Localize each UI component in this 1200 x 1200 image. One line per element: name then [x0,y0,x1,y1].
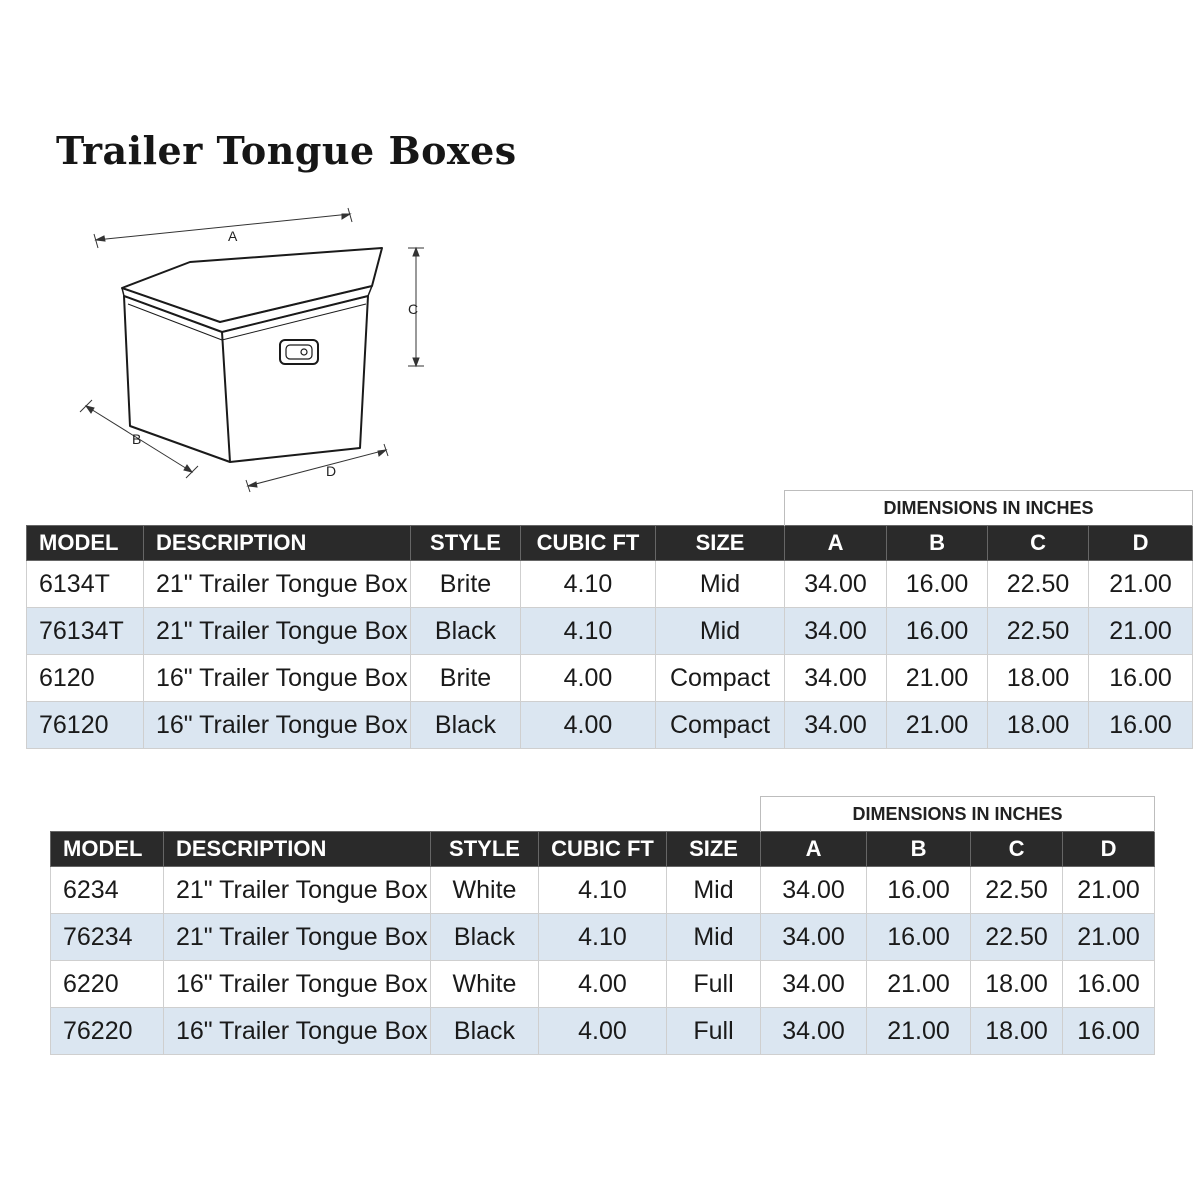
cell-dim-d: 16.00 [1089,655,1193,702]
cell-description: 16" Trailer Tongue Box [164,1008,431,1055]
cell-dim-c: 18.00 [971,961,1063,1008]
column-header-size: SIZE [656,526,785,561]
cell-description: 21" Trailer Tongue Box [164,867,431,914]
dimensions-group-header: DIMENSIONS IN INCHES [761,797,1155,832]
column-header-model: MODEL [51,832,164,867]
cell-dim-b: 21.00 [867,961,971,1008]
latch-icon [280,340,318,364]
cell-model: 6120 [27,655,144,702]
cell-size: Full [667,961,761,1008]
cell-description: 21" Trailer Tongue Box [144,608,411,655]
cell-dim-c: 22.50 [971,867,1063,914]
tongue-box-drawing [70,200,450,500]
column-header-a: A [761,832,867,867]
cell-size: Compact [656,655,785,702]
cell-dim-b: 16.00 [887,608,988,655]
cell-dim-a: 34.00 [761,1008,867,1055]
table-row [51,1008,1155,1055]
table-row [27,608,1193,655]
cell-style: Black [431,1008,539,1055]
spec-table-1 [26,490,1193,749]
cell-dim-b: 16.00 [887,561,988,608]
column-header-b: B [867,832,971,867]
cell-dim-b: 21.00 [887,702,988,749]
cell-dim-d: 21.00 [1089,561,1193,608]
cell-style: Brite [411,561,521,608]
table-row [51,914,1155,961]
cell-dim-d: 21.00 [1063,867,1155,914]
column-header-model: MODEL [27,526,144,561]
cell-size: Mid [667,914,761,961]
cell-dim-d: 16.00 [1089,702,1193,749]
column-header-d: D [1063,832,1155,867]
cell-cubic-ft: 4.10 [539,867,667,914]
cell-dim-b: 16.00 [867,867,971,914]
cell-dim-c: 22.50 [971,914,1063,961]
cell-dim-a: 34.00 [761,961,867,1008]
cell-style: Black [431,914,539,961]
column-header-size: SIZE [667,832,761,867]
cell-cubic-ft: 4.00 [521,655,656,702]
column-header-description: DESCRIPTION [144,526,411,561]
cell-dim-d: 16.00 [1063,961,1155,1008]
cell-dim-a: 34.00 [785,608,887,655]
cell-model: 76234 [51,914,164,961]
table-header-row [27,526,1193,561]
cell-cubic-ft: 4.00 [539,1008,667,1055]
dimension-label-d: D [326,463,337,479]
column-header-c: C [988,526,1089,561]
table-row [51,961,1155,1008]
dimension-label-a: A [228,228,238,244]
cell-style: Black [411,608,521,655]
column-header-style: STYLE [431,832,539,867]
cell-dim-d: 21.00 [1063,914,1155,961]
cell-dim-c: 18.00 [971,1008,1063,1055]
cell-dim-c: 18.00 [988,702,1089,749]
cell-size: Compact [656,702,785,749]
cell-size: Mid [667,867,761,914]
cell-cubic-ft: 4.10 [521,561,656,608]
cell-dim-a: 34.00 [761,867,867,914]
cell-description: 21" Trailer Tongue Box [164,914,431,961]
column-header-c: C [971,832,1063,867]
cell-model: 76220 [51,1008,164,1055]
cell-dim-d: 21.00 [1089,608,1193,655]
cell-dim-c: 22.50 [988,561,1089,608]
table-row [27,655,1193,702]
column-header-description: DESCRIPTION [164,832,431,867]
column-header-cubic-ft: CUBIC FT [539,832,667,867]
cell-cubic-ft: 4.00 [521,702,656,749]
cell-dim-b: 16.00 [867,914,971,961]
column-header-style: STYLE [411,526,521,561]
cell-model: 6134T [27,561,144,608]
cell-dim-b: 21.00 [867,1008,971,1055]
column-header-d: D [1089,526,1193,561]
dimensions-group-header: DIMENSIONS IN INCHES [785,491,1193,526]
cell-model: 76134T [27,608,144,655]
cell-description: 21" Trailer Tongue Box [144,561,411,608]
table-row [27,561,1193,608]
cell-dim-c: 22.50 [988,608,1089,655]
cell-dim-a: 34.00 [761,914,867,961]
spec-table-2 [50,796,1155,1055]
table-header-row [51,832,1155,867]
cell-dim-a: 34.00 [785,655,887,702]
cell-model: 76120 [27,702,144,749]
cell-description: 16" Trailer Tongue Box [144,702,411,749]
cell-model: 6234 [51,867,164,914]
cell-dim-c: 18.00 [988,655,1089,702]
dimension-label-b: B [132,431,142,447]
cell-cubic-ft: 4.10 [521,608,656,655]
cell-dim-a: 34.00 [785,561,887,608]
cell-dim-b: 21.00 [887,655,988,702]
cell-dim-a: 34.00 [785,702,887,749]
cell-cubic-ft: 4.00 [539,961,667,1008]
cell-size: Mid [656,561,785,608]
cell-style: Brite [411,655,521,702]
table-row [51,867,1155,914]
dimension-label-c: C [408,301,419,317]
cell-dim-d: 16.00 [1063,1008,1155,1055]
tongue-box-diagram [70,200,450,500]
cell-style: Black [411,702,521,749]
table-row [27,702,1193,749]
cell-style: White [431,867,539,914]
cell-size: Mid [656,608,785,655]
cell-cubic-ft: 4.10 [539,914,667,961]
cell-description: 16" Trailer Tongue Box [164,961,431,1008]
column-header-b: B [887,526,988,561]
column-header-cubic-ft: CUBIC FT [521,526,656,561]
cell-model: 6220 [51,961,164,1008]
page-title: Trailer Tongue Boxes [56,128,517,173]
cell-style: White [431,961,539,1008]
cell-size: Full [667,1008,761,1055]
column-header-a: A [785,526,887,561]
cell-description: 16" Trailer Tongue Box [144,655,411,702]
